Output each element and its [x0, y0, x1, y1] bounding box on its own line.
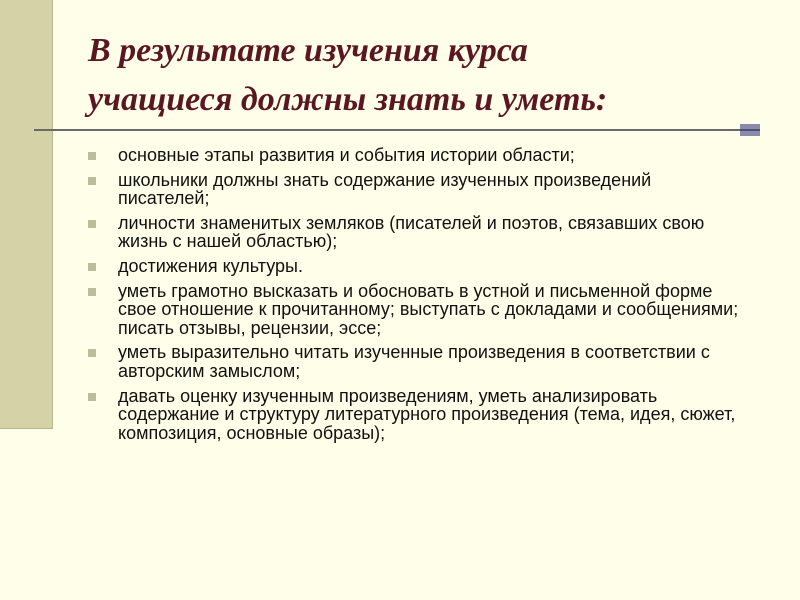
- square-bullet-icon: [88, 177, 96, 185]
- title-underline: [34, 129, 740, 131]
- square-bullet-icon: [88, 393, 96, 401]
- square-bullet-icon: [88, 288, 96, 296]
- bullet-item: [86, 146, 746, 165]
- square-bullet-icon: [88, 152, 96, 160]
- bullet-item: [86, 282, 746, 338]
- bullet-item: [86, 257, 746, 276]
- bullet-text: давать оценку изученным произведениям, уметь анализировать содержание и структуру литературного произведения (тема, идея, сюжет, композиция, основные образы);: [118, 385, 736, 443]
- title-underline-accent-line: [740, 129, 760, 131]
- bullet-item: [86, 171, 746, 208]
- bullet-text: личности знаменитых земляков (писателей и поэтов, связавших свою жизнь с нашей областью);: [118, 212, 705, 252]
- square-bullet-icon: [88, 220, 96, 228]
- slide-title-line-2: учащиеся должны знать и уметь:: [88, 81, 608, 118]
- bullet-text: уметь выразительно читать изученные произведения в соответствии с авторским замыслом;: [118, 342, 710, 381]
- bullet-list: [86, 146, 746, 448]
- bullet-text: основные этапы развития и события истории области;: [118, 145, 575, 165]
- bullet-item: [86, 214, 746, 251]
- bullet-item: [86, 387, 746, 443]
- bullet-text: школьники должны знать содержание изученных произведений писателей;: [118, 169, 652, 209]
- bullet-item: [86, 343, 746, 380]
- slide-title: [88, 26, 778, 124]
- bullet-text: достижения культуры.: [118, 255, 303, 276]
- bullet-text: уметь грамотно высказать и обосновать в устной и письменной форме свое отношение к прочитанному; выступать с докладами и сообщениями; писать отзывы, рецензии, эссе;: [118, 280, 739, 338]
- square-bullet-icon: [88, 349, 96, 357]
- side-decor-bar: [0, 0, 53, 429]
- slide-title-line-1: В результате изучения курса: [88, 32, 528, 69]
- square-bullet-icon: [88, 263, 96, 271]
